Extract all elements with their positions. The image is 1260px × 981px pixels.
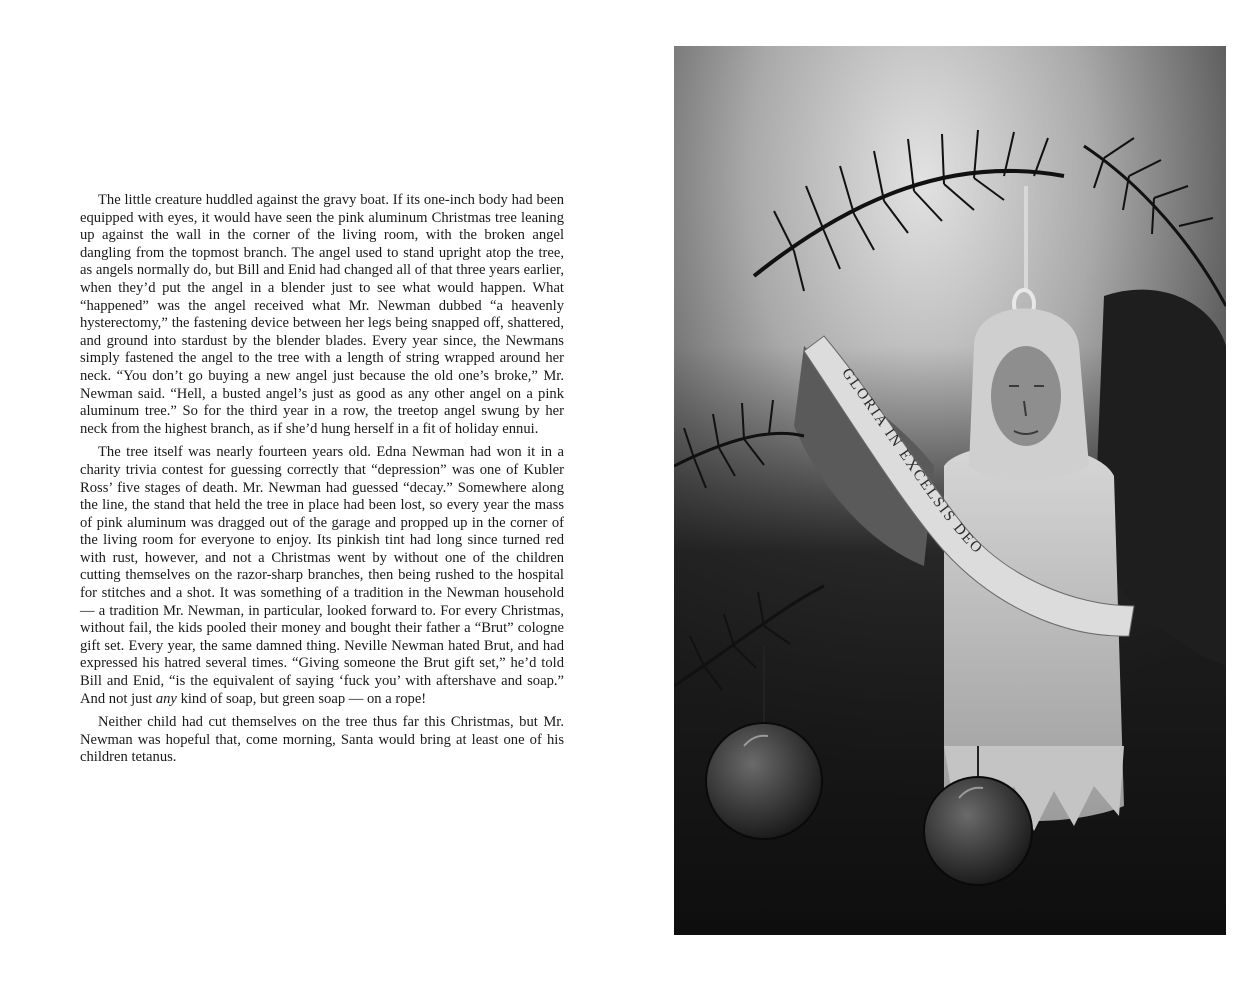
angel-illustration-drawing [674, 46, 1226, 935]
story-text-column [80, 192, 564, 767]
paragraph-2-text-end: kind of soap, but green soap — on a rope! [180, 690, 427, 707]
angel-illustration [674, 46, 1226, 935]
ornament-right [924, 777, 1032, 885]
paragraph-3 [80, 714, 564, 767]
angel-face [991, 346, 1061, 446]
paragraph-1-text: The little creature huddled against the gravy boat. If its one-inch body had been equipped with eyes, it would have seen the pink aluminum Christmas tree leaning up against the wall in the corner of the living room, with the broken angel dangling from the topmost branch. The angel used to stand upright atop the tree, as angels normally do, but Bill and Enid had changed all of that three years earlier, when they’d put the angel in a blender just to see what would happen. What “happened” was the angel received what Mr. Newman dubbed “a heavenly hysterectomy,” the fastening device between her legs being snapped off, shattered, and ground into stardust by the blender blades. Every year since, the Newmans simply fastened the angel to the tree with a length of string wrapped around her neck. “You don’t go buying a new angel just because the old one’s broke,” Mr. Newman said. “Hell, a busted angel’s just as good as any other angel on a pink aluminum tree.” So for the third year in a row, the treetop angel swung by her neck from the highest branch, as if she’d hung herself in a fit of holiday ennui. [80, 192, 564, 437]
paragraph-2-text: The tree itself was nearly fourteen years old. Edna Newman had won it in a charity trivia contest for guessing correctly that “depression” was one of Kubler Ross’ five stages of death. Mr. Newman had guessed “decay.” Somewhere along the line, the stand that held the tree in place had been lost, so every year the mass of pink aluminum was dragged out of the garage and propped up in the corner of the living room for everyone to enjoy. Its pinkish tint had long since turned red with rust, however, and not a Christmas went by without one of the children cutting themselves on the razor-sharp branches, then being rushed to the hospital for stitches and a shot. It was something of a tradition in the Newman household — a tradition Mr. Newman, in particular, looked forward to. For every Christmas, without fail, the kids pooled their money and bought their father a “Brut” cologne gift set. Every year, the same damned thing. Neville Newman hated Brut, and had expressed his hatred several times. “Giving someone the Brut gift set,” he’d told Bill and Enid, “is the equivalent of saying ‘fuck you’ with aftershave and soap.” And not just [80, 444, 564, 707]
paragraph-1 [80, 192, 564, 438]
paragraph-3-text: Neither child had cut themselves on the tree thus far this Christmas, but Mr. Newman was hopeful that, come morning, Santa would bring at least one of his children tetanus. [80, 714, 564, 766]
paragraph-2 [80, 444, 564, 708]
emphasis-any: any [155, 690, 177, 707]
ornament-left [706, 723, 822, 839]
sash-inscription: GLORIA IN EXCELSIS DEO [838, 365, 987, 558]
